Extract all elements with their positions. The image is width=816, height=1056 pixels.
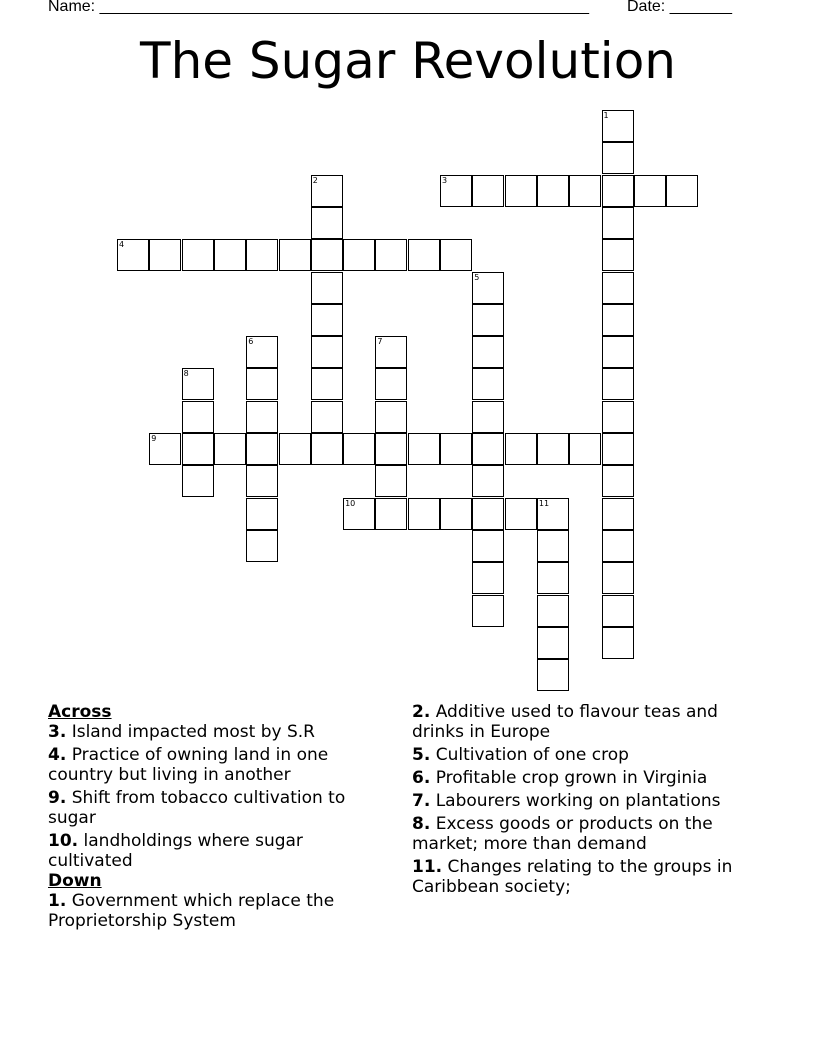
crossword-cell[interactable] [375, 498, 407, 530]
date-field-label: Date: _______ [627, 0, 732, 15]
crossword-cell[interactable] [472, 401, 504, 433]
crossword-cell[interactable] [440, 498, 472, 530]
crossword-cell[interactable] [505, 175, 537, 207]
crossword-cell[interactable] [472, 368, 504, 400]
crossword-cell[interactable] [440, 175, 472, 207]
crossword-cell[interactable] [343, 433, 375, 465]
crossword-cell[interactable] [246, 530, 278, 562]
crossword-cell[interactable] [505, 433, 537, 465]
crossword-cell[interactable] [472, 530, 504, 562]
crossword-cell[interactable] [343, 498, 375, 530]
crossword-cell[interactable] [375, 433, 407, 465]
crossword-cell[interactable] [537, 562, 569, 594]
crossword-cell[interactable] [246, 498, 278, 530]
crossword-cell[interactable] [472, 562, 504, 594]
clue-down-6: 6. Profitable crop grown in Virginia [412, 768, 708, 788]
crossword-cell[interactable] [246, 336, 278, 368]
crossword-cell[interactable] [537, 498, 569, 530]
crossword-cell[interactable] [602, 627, 634, 659]
crossword-cell[interactable] [602, 530, 634, 562]
crossword-cell[interactable] [472, 498, 504, 530]
crossword-cell[interactable] [569, 433, 601, 465]
clue-down-11: 11. Changes relating to the groups in Caribbean society; [412, 857, 733, 897]
crossword-cell[interactable] [311, 272, 343, 304]
crossword-cell[interactable] [602, 465, 634, 497]
crossword-cell[interactable] [408, 239, 440, 271]
clue-number-label: 7 [377, 337, 383, 347]
crossword-cell[interactable] [569, 175, 601, 207]
clue-down-2: 2. Additive used to flavour teas and drinks in Europe [412, 702, 718, 742]
crossword-cell[interactable] [311, 336, 343, 368]
crossword-cell[interactable] [602, 401, 634, 433]
crossword-cell[interactable] [537, 433, 569, 465]
crossword-cell[interactable] [182, 239, 214, 271]
crossword-cell[interactable] [602, 110, 634, 142]
crossword-cell[interactable] [408, 433, 440, 465]
crossword-cell[interactable] [602, 595, 634, 627]
crossword-cell[interactable] [537, 175, 569, 207]
crossword-cell[interactable] [246, 239, 278, 271]
crossword-cell[interactable] [472, 304, 504, 336]
crossword-cell[interactable] [666, 175, 698, 207]
crossword-cell[interactable] [246, 368, 278, 400]
crossword-cell[interactable] [279, 239, 311, 271]
crossword-cell[interactable] [602, 175, 634, 207]
crossword-cell[interactable] [602, 562, 634, 594]
crossword-cell[interactable] [246, 401, 278, 433]
clue-number-label: 2 [312, 175, 318, 185]
clue-number-label: 4 [119, 240, 125, 250]
crossword-cell[interactable] [311, 401, 343, 433]
crossword-cell[interactable] [311, 433, 343, 465]
crossword-cell[interactable] [182, 433, 214, 465]
crossword-cell[interactable] [472, 465, 504, 497]
name-field-label: Name: _______________________________________________________ [48, 0, 589, 15]
clue-across-3: 3. Island impacted most by S.R [48, 722, 315, 742]
crossword-cell[interactable] [602, 433, 634, 465]
crossword-cell[interactable] [375, 401, 407, 433]
crossword-cell[interactable] [149, 239, 181, 271]
clue-across-10: 10. landholdings where sugar cultivated [48, 831, 303, 871]
crossword-cell[interactable] [537, 659, 569, 691]
crossword-cell[interactable] [246, 433, 278, 465]
crossword-cell[interactable] [117, 239, 149, 271]
crossword-cell[interactable] [311, 175, 343, 207]
crossword-cell[interactable] [602, 304, 634, 336]
clue-down-5: 5. Cultivation of one crop [412, 745, 629, 765]
crossword-cell[interactable] [311, 207, 343, 239]
crossword-cell[interactable] [279, 433, 311, 465]
clue-number-label: 5 [474, 272, 480, 282]
crossword-cell[interactable] [246, 465, 278, 497]
crossword-cell[interactable] [440, 239, 472, 271]
crossword-cell[interactable] [472, 175, 504, 207]
crossword-cell[interactable] [375, 336, 407, 368]
clue-number-label: 6 [248, 337, 254, 347]
clue-number-label: 11 [538, 498, 550, 508]
clue-number-label: 3 [442, 175, 448, 185]
crossword-cell[interactable] [375, 239, 407, 271]
crossword-cell[interactable] [505, 498, 537, 530]
crossword-cell[interactable] [472, 595, 504, 627]
crossword-cell[interactable] [537, 530, 569, 562]
clue-across-9: 9. Shift from tobacco cultivation to sugar [48, 788, 346, 828]
crossword-cell[interactable] [408, 498, 440, 530]
clue-number-label: 8 [183, 369, 189, 379]
clue-across-4: 4. Practice of owning land in one country but living in another [48, 745, 329, 785]
crossword-cell[interactable] [375, 465, 407, 497]
clue-number-label: 1 [603, 111, 609, 120]
clue-down-7: 7. Labourers working on plantations [412, 791, 721, 811]
page-title: The Sugar Revolution [140, 32, 676, 90]
crossword-cell[interactable] [472, 433, 504, 465]
crossword-cell[interactable] [602, 142, 634, 174]
crossword-cell[interactable] [602, 498, 634, 530]
crossword-cell[interactable] [472, 336, 504, 368]
crossword-cell[interactable] [602, 336, 634, 368]
crossword-cell[interactable] [472, 272, 504, 304]
crossword-cell[interactable] [149, 433, 181, 465]
across-heading: Across [48, 702, 112, 722]
crossword-cell[interactable] [634, 175, 666, 207]
crossword-cell[interactable] [182, 465, 214, 497]
crossword-cell[interactable] [537, 595, 569, 627]
clue-down-1: 1. Government which replace the Proprietorship System [48, 891, 335, 931]
crossword-cell[interactable] [214, 433, 246, 465]
clue-number-label: 9 [151, 434, 157, 443]
clues-column-right [412, 702, 768, 900]
crossword-cell[interactable] [602, 239, 634, 271]
clues-column-left [48, 702, 388, 934]
crossword-cell[interactable] [602, 368, 634, 400]
down-heading: Down [48, 871, 102, 891]
crossword-cell[interactable] [311, 304, 343, 336]
crossword-cell[interactable] [602, 272, 634, 304]
crossword-cell[interactable] [311, 368, 343, 400]
crossword-cell[interactable] [311, 239, 343, 271]
crossword-cell[interactable] [602, 207, 634, 239]
crossword-cell[interactable] [375, 368, 407, 400]
crossword-cell[interactable] [440, 433, 472, 465]
crossword-cell[interactable] [182, 368, 214, 400]
crossword-cell[interactable] [214, 239, 246, 271]
clue-down-8: 8. Excess goods or products on the market; more than demand [412, 814, 713, 854]
clue-number-label: 10 [345, 498, 356, 508]
crossword-cell[interactable] [537, 627, 569, 659]
crossword-cell[interactable] [343, 239, 375, 271]
crossword-cell[interactable] [182, 401, 214, 433]
